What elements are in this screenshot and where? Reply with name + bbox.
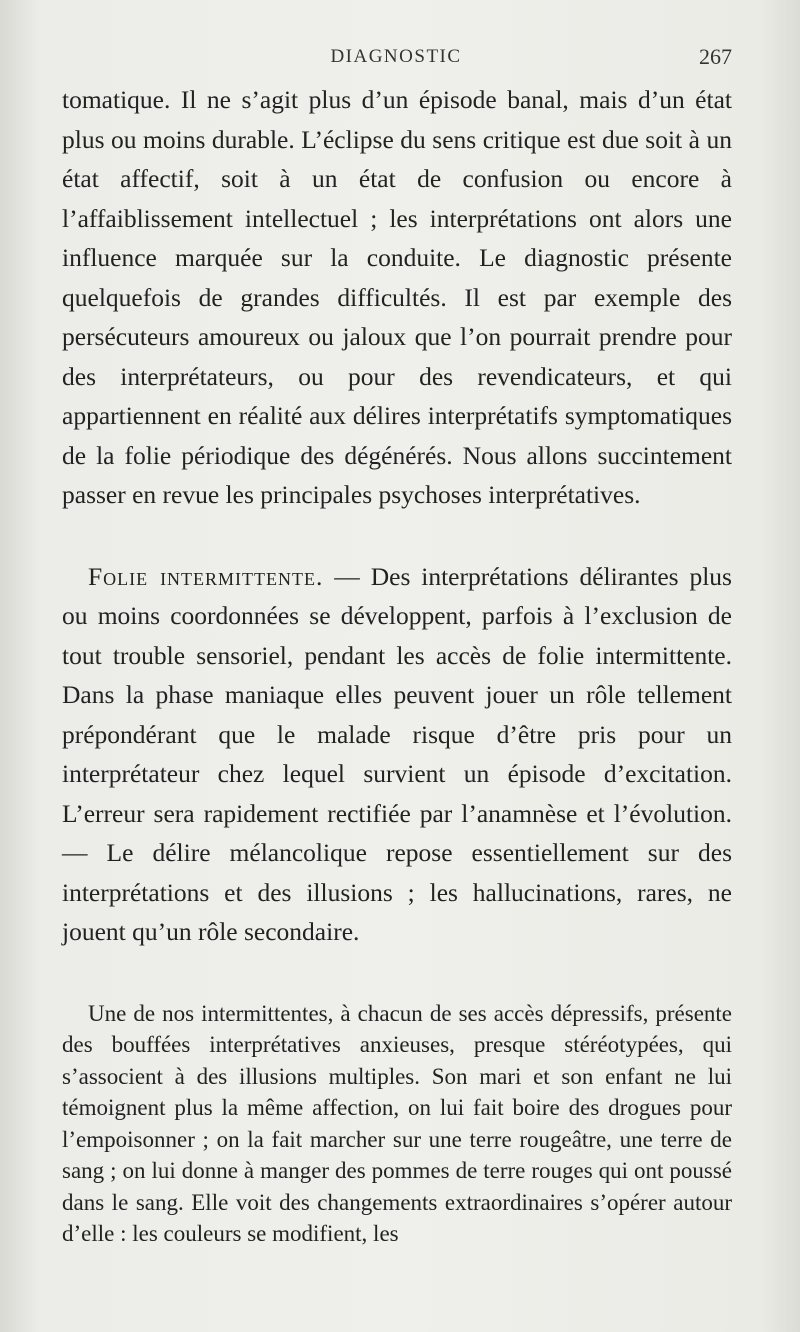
paragraph-2-text: — Des interprétations délirantes plus ou moins coordonnées se développent, parfois à l’exclusion de tout trouble sensoriel, pendant les accès de folie intermittente. Dans la phase maniaque elles peuvent jouer un rôle tellement prépondérant que le malade risque d’être pris pour un interprétateur chez lequel survient un épisode d’excitation. L’erreur sera rapidement rectifiée par l’anamnèse et l’évolution. — Le délire mélancolique repose essentiellement sur des interprétations et des illusions ; les hallucinations, rares, ne jouent qu’un rôle secondaire. (62, 561, 732, 946)
running-head: DIAGNOSTIC (330, 46, 462, 67)
section-heading-folie-intermittente: Folie intermittente. (88, 561, 324, 591)
page-body (62, 80, 732, 1250)
page-number: 267 (699, 44, 732, 69)
page-header (60, 40, 732, 80)
paragraph-2 (62, 557, 732, 952)
paragraph-1: tomatique. Il ne s’agit plus d’un épisode banal, mais d’un état plus ou moins durable. L’éclipse du sens critique est due soit à un état affectif, soit à un état de confusion ou encore à l’affaiblissement intellectuel ; les interprétations ont alors une influence marquée sur la conduite. Le diagnostic présente quelquefois de grandes difficultés. Il est par exemple des persécuteurs amoureux ou jaloux que l’on pourrait prendre pour des interprétateurs, ou pour des revendicateurs, et qui appartiennent en réalité aux délires interprétatifs symptomatiques de la folie périodique des dégénérés. Nous allons succintement passer en revue les principales psychoses interprétatives. (62, 85, 732, 509)
paragraph-3-case-study: Une de nos intermittentes, à chacun de ses accès dépressifs, présente des bouffées interprétatives anxieuses, presque stéréotypées, qui s’associent à des illusions multiples. Son mari et son enfant ne lui témoignent plus la même affection, on lui fait boire des drogues pour l’empoisonner ; on la fait marcher sur une terre rougeâtre, une terre de sang ; on lui donne à manger des pommes de terre rouges qui ont poussé dans le sang. Elle voit des changements extraordinaires s’opérer autour d’elle : les couleurs se modifient, les (62, 1000, 732, 1246)
